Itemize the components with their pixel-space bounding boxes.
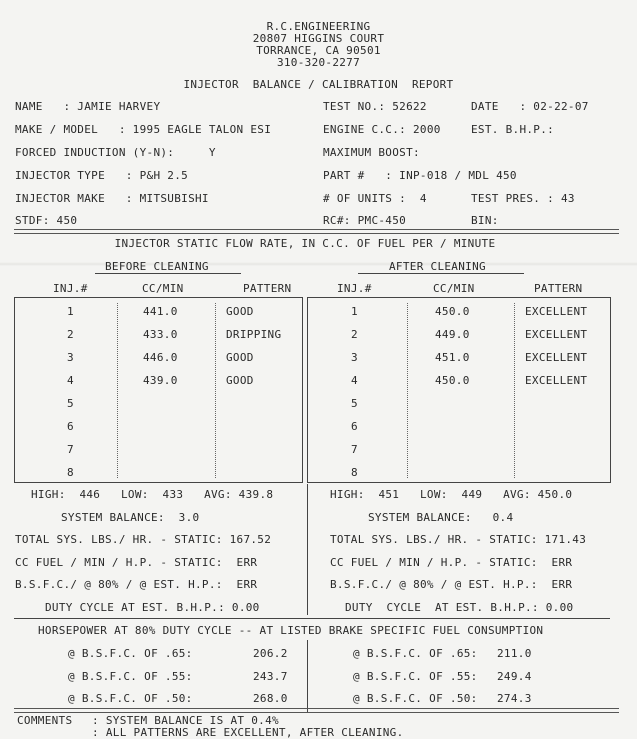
hp-after-value: 249.4 xyxy=(497,670,532,683)
company-address-1: 20807 HIGGINS COURT xyxy=(252,32,385,45)
comments-line-1: : SYSTEM BALANCE IS AT 0.4% xyxy=(92,714,279,727)
before-cc: 446.0 xyxy=(143,351,178,364)
company-phone: 310-320-2277 xyxy=(276,56,361,69)
before-pattern: DRIPPING xyxy=(226,328,282,341)
before-divider-2 xyxy=(215,303,216,478)
hp-before-label: @ B.S.F.C. OF .65: xyxy=(68,647,193,660)
before-duty-cycle: DUTY CYCLE AT EST. B.H.P.: 0.00 xyxy=(45,601,260,614)
before-inj: 8 xyxy=(67,466,74,479)
hp-before-label: @ B.S.F.C. OF .50: xyxy=(68,692,193,705)
hp-before-label: @ B.S.F.C. OF .55: xyxy=(68,670,193,683)
customer-name: NAME : JAMIE HARVEY xyxy=(15,100,161,113)
hp-after-value: 211.0 xyxy=(497,647,532,660)
before-col-inj: INJ.# xyxy=(53,282,88,295)
hp-after-label: @ B.S.F.C. OF .65: xyxy=(353,647,478,660)
after-cc: 450.0 xyxy=(435,305,470,318)
before-col-pattern: PATTERN xyxy=(243,282,292,295)
paper-fold xyxy=(0,262,637,266)
test-date: DATE : 02-22-07 xyxy=(471,100,589,113)
report-title: INJECTOR BALANCE / CALIBRATION REPORT xyxy=(183,78,454,91)
before-col-cc: CC/MIN xyxy=(142,282,184,295)
after-col-cc: CC/MIN xyxy=(433,282,475,295)
before-bsfc: B.S.F.C./ @ 80% / @ EST. H.P.: ERR xyxy=(15,578,258,591)
after-system-balance: SYSTEM BALANCE: 0.4 xyxy=(368,511,514,524)
injector-type: INJECTOR TYPE : P&H 2.5 xyxy=(15,169,189,182)
after-cleaning-label: AFTER CLEANING xyxy=(389,260,486,273)
after-pattern: EXCELLENT xyxy=(525,305,588,318)
before-system-balance: SYSTEM BALANCE: 3.0 xyxy=(61,511,200,524)
comments-label: COMMENTS xyxy=(17,714,73,727)
after-cc: 451.0 xyxy=(435,351,470,364)
hp-after-value: 274.3 xyxy=(497,692,532,705)
hp-before-value: 268.0 xyxy=(253,692,288,705)
after-label-underline xyxy=(358,273,524,274)
number-of-units: # OF UNITS : 4 xyxy=(323,192,427,205)
after-inj: 4 xyxy=(351,374,358,387)
before-cc: 441.0 xyxy=(143,305,178,318)
after-inj: 8 xyxy=(351,466,358,479)
horsepower-center-divider xyxy=(307,640,308,712)
test-number: TEST NO.: 52622 xyxy=(323,100,427,113)
bin: BIN: xyxy=(471,214,499,227)
stdf: STDF: 450 xyxy=(15,214,78,227)
after-inj: 1 xyxy=(351,305,358,318)
before-cleaning-label: BEFORE CLEANING xyxy=(105,260,209,273)
before-inj: 3 xyxy=(67,351,74,364)
before-inj: 2 xyxy=(67,328,74,341)
flow-rate-title: INJECTOR STATIC FLOW RATE, IN C.C. OF FUEL PER / MINUTE xyxy=(114,237,496,250)
company-address-2: TORRANCE, CA 90501 xyxy=(256,44,381,57)
after-pattern: EXCELLENT xyxy=(525,374,588,387)
after-inj: 3 xyxy=(351,351,358,364)
maximum-boost: MAXIMUM BOOST: xyxy=(323,146,420,159)
after-inj: 7 xyxy=(351,443,358,456)
hp-before-value: 243.7 xyxy=(253,670,288,683)
make-model: MAKE / MODEL : 1995 EAGLE TALON ESI xyxy=(15,123,272,136)
after-col-pattern: PATTERN xyxy=(534,282,583,295)
after-bsfc: B.S.F.C./ @ 80% / @ EST. H.P.: ERR xyxy=(330,578,573,591)
hp-after-label: @ B.S.F.C. OF .50: xyxy=(353,692,478,705)
test-pressure: TEST PRES. : 43 xyxy=(471,192,575,205)
before-inj: 1 xyxy=(67,305,74,318)
after-duty-cycle: DUTY CYCLE AT EST. B.H.P.: 0.00 xyxy=(345,601,574,614)
before-inj: 7 xyxy=(67,443,74,456)
before-pattern: GOOD xyxy=(226,305,254,318)
before-inj: 5 xyxy=(67,397,74,410)
before-high-low-avg: HIGH: 446 LOW: 433 AVG: 439.8 xyxy=(31,488,274,501)
forced-induction: FORCED INDUCTION (Y-N): Y xyxy=(15,146,216,159)
after-inj: 6 xyxy=(351,420,358,433)
rc-number: RC#: PMC-450 xyxy=(323,214,407,227)
after-inj: 2 xyxy=(351,328,358,341)
est-bhp: EST. B.H.P.: xyxy=(471,123,555,136)
before-total-lbs: TOTAL SYS. LBS./ HR. - STATIC: 167.52 xyxy=(15,533,272,546)
comments-line-2: : ALL PATTERNS ARE EXCELLENT, AFTER CLEANING. xyxy=(92,726,404,739)
before-divider-1 xyxy=(117,303,118,478)
hp-before-value: 206.2 xyxy=(253,647,288,660)
stats-center-divider xyxy=(307,484,308,615)
after-cc: 450.0 xyxy=(435,374,470,387)
after-inj: 5 xyxy=(351,397,358,410)
before-pattern: GOOD xyxy=(226,374,254,387)
before-table-box xyxy=(14,297,303,483)
after-cc: 449.0 xyxy=(435,328,470,341)
before-cc-fuel: CC FUEL / MIN / H.P. - STATIC: ERR xyxy=(15,556,258,569)
after-high-low-avg: HIGH: 451 LOW: 449 AVG: 450.0 xyxy=(330,488,573,501)
comments-top-rule xyxy=(14,708,619,713)
before-inj: 4 xyxy=(67,374,74,387)
after-pattern: EXCELLENT xyxy=(525,328,588,341)
before-label-underline xyxy=(95,273,241,274)
hp-after-label: @ B.S.F.C. OF .55: xyxy=(353,670,478,683)
company-name: R.C.ENGINEERING xyxy=(266,20,371,33)
before-inj: 6 xyxy=(67,420,74,433)
after-divider-1 xyxy=(407,303,408,478)
horsepower-top-rule xyxy=(14,618,610,619)
after-col-inj: INJ.# xyxy=(337,282,372,295)
before-cc: 433.0 xyxy=(143,328,178,341)
after-divider-2 xyxy=(514,303,515,478)
after-total-lbs: TOTAL SYS. LBS./ HR. - STATIC: 171.43 xyxy=(330,533,587,546)
after-cc-fuel: CC FUEL / MIN / H.P. - STATIC: ERR xyxy=(330,556,573,569)
after-pattern: EXCELLENT xyxy=(525,351,588,364)
double-rule xyxy=(14,229,619,234)
part-number: PART # : INP-018 / MDL 450 xyxy=(323,169,517,182)
before-pattern: GOOD xyxy=(226,351,254,364)
injector-make: INJECTOR MAKE : MITSUBISHI xyxy=(15,192,209,205)
horsepower-title: HORSEPOWER AT 80% DUTY CYCLE -- AT LISTED BRAKE SPECIFIC FUEL CONSUMPTION xyxy=(38,624,544,637)
engine-cc: ENGINE C.C.: 2000 xyxy=(323,123,441,136)
before-cc: 439.0 xyxy=(143,374,178,387)
